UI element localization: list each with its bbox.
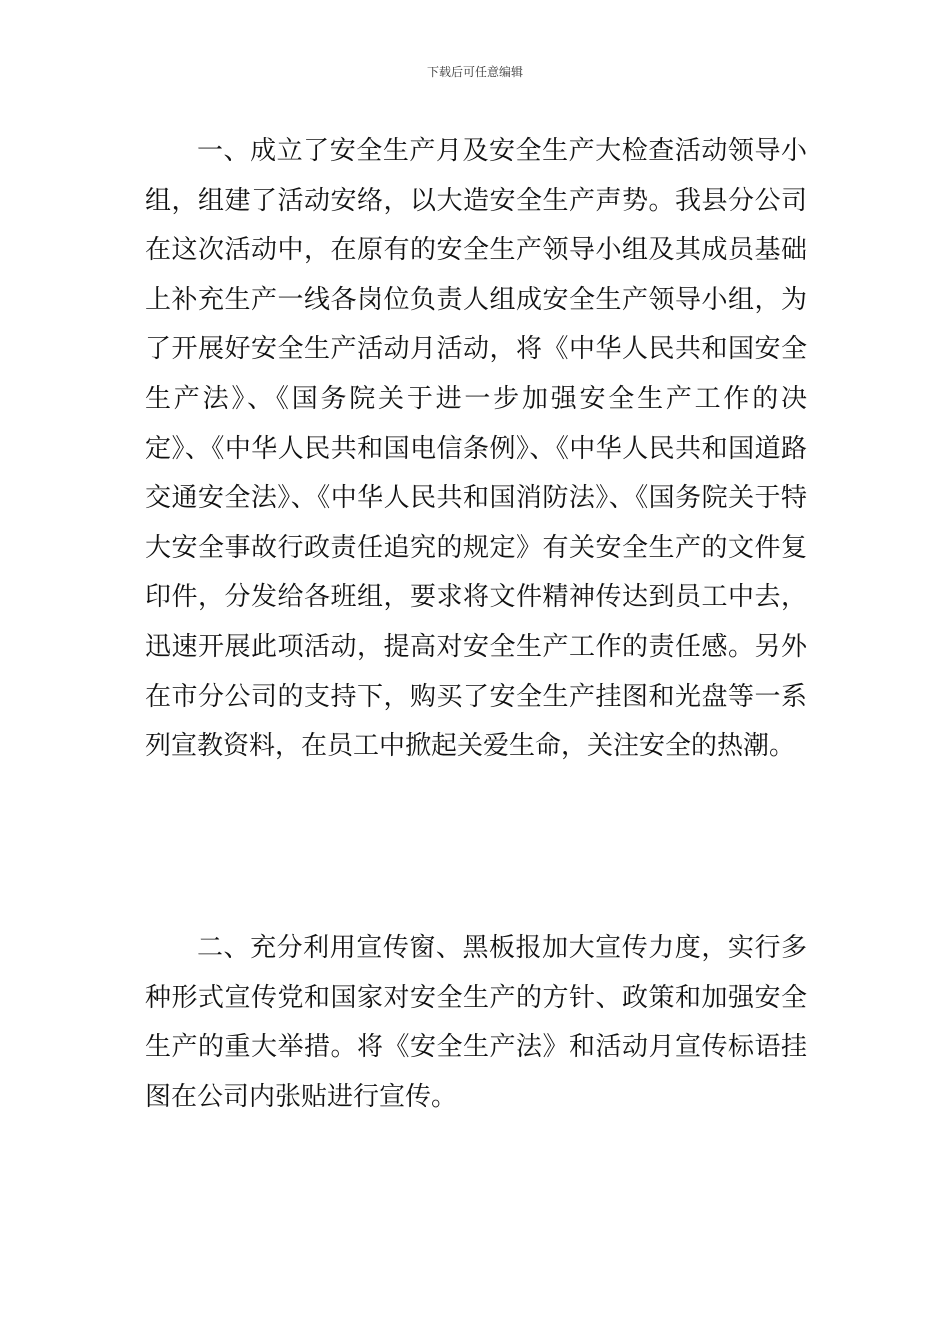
paragraph-2-container — [145, 924, 807, 1122]
paragraph-2: 二、充分利用宣传窗、黑板报加大宣传力度，实行多种形式宣传党和国家对安全生产的方针、政策和加强安全生产的重大举措。将《安全生产法》和活动月宣传标语挂图在公司内张贴进行宣传。 — [145, 933, 807, 1112]
paragraph-1: 一、成立了安全生产月及安全生产大检查活动领导小组，组建了活动安络，以大造安全生产声势。我县分公司在这次活动中，在原有的安全生产领导小组及其成员基础上补充生产一线各岗位负责人组成安全生产领导小组，为了开展好安全生产活动月活动，将《中华人民共和国安全生产法》、《国务院关于进一步加强安全生产工作的决定》、《中华人民共和国电信条例》、《中华人民共和国道路交通安全法》、《中华人民共和国消防法》、《国务院关于特大安全事故行政责任追究的规定》有关安全生产的文件复印件，分发给各班组，要求将文件精神传达到员工中去，迅速开展此项活动，提高对安全生产工作的责任感。另外在市分公司的支持下，购买了安全生产挂图和光盘等一系列宣教资料，在员工中掀起关爱生命，关注安全的热潮。 — [145, 136, 807, 762]
paragraph-1-container — [145, 127, 807, 772]
page-header-note: 下载后可任意编辑 — [426, 65, 523, 79]
